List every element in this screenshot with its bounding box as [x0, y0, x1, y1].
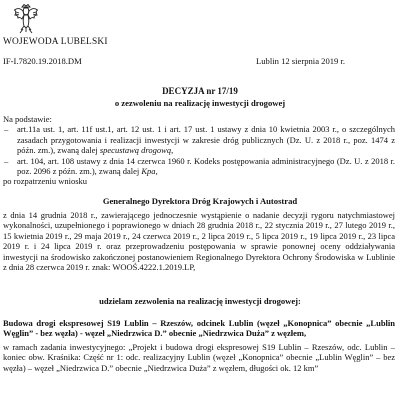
bullet-dash: –	[4, 155, 9, 166]
legal-basis	[3, 114, 395, 187]
issuing-authority: WOJEWODA LUBELSKI	[3, 37, 108, 47]
legal-basis-intro: Na podstawie:	[3, 114, 52, 124]
punctuation: ,	[155, 166, 158, 177]
short-name-kpa: Kpa	[141, 166, 156, 177]
legal-basis-item	[3, 124, 395, 155]
place-and-date: Lublin 12 sierpnia 2019 r.	[256, 56, 346, 66]
project-description: w ramach zadania inwestycyjnego: „Projekt i budowa drogi ekspresowej S19 Lublin – Rzeszów, odc. Lublin – koniec obw. Kraśnika: Część nr 1: odc. realizacyjny Lublin (węzeł „Konopnica” obecnie „Lublin Węglin” – bez węzła) – węzeł „Niedrzwica D.” obecnie „Niedrzwica Duża” z węzłem, długości ok. 12 km”	[3, 342, 395, 373]
decision-subtitle: o zezwoleniu na realizację inwestycji drogowej	[114, 98, 286, 108]
applicant-name: Generalnego Dyrektora Dróg Krajowych i Autostrad	[102, 196, 298, 206]
punctuation: ,	[171, 145, 174, 156]
polish-eagle-emblem-icon	[13, 3, 39, 35]
legal-basis-outro: po rozpatrzeniu wniosku	[3, 176, 88, 187]
reference-number: IF-I.7820.19.2018.DM	[3, 56, 82, 66]
short-name-specustawa: specustawą drogową	[99, 145, 172, 156]
project-title: Budowa drogi ekspresowej S19 Lublin – Rzeszów, odcinek Lublin (węzeł „Konopnica” obecnie „Lublin Węglin” - bez węzła) - węzeł „Niedrzwica D.” obecnie „Niedrzwica Duża” z węzłem,	[3, 318, 395, 339]
legal-basis-item-text: art. 104, art. 108 ustawy z dnia 14 czerwca 1960 r. Kodeks postępowania administracyjnego (Dz. U. z 2018 r. poz. 2096 z późn. zm.), zwaną dalej	[17, 155, 395, 177]
decision-title: DECYZJA nr 17/19	[162, 86, 238, 96]
decision-body-paragraph: z dnia 14 grudnia 2018 r., zawierającego jednoczesnie wystąpienie o nadanie decyzji rygoru natychmiastowej wykonalności, uzupełnionego i poprawionego w dniach 28 grudnia 2018 r., 22 stycznia 2019 r., 27 lutego 2019 r., 15 kwietnia 2019 r., 29 maja 2019 r., 24 czerwca 2019 r., 2 lipca 2019 r., 5 lipca 2019 r., 19 lipca 2019 r., 23 lipca 2019 r. i 24 lipca 2019 r. oraz przeprowadzeniu postępowania w sprawie ponownej oceny oddziaływania inwestycji na środowisko zakończonej postanowieniem Regionalnego Dyrektora Ochrony Środowiska w Lublinie z dnia 28 czerwca 2019 r. znak: WOOŚ.4222.1.2019.LP,	[3, 210, 395, 273]
grant-statement: udzielam zezwolenia na realizację inwestycji drogowej:	[99, 296, 301, 306]
bullet-dash: –	[4, 124, 9, 135]
legal-basis-item	[3, 156, 395, 177]
legal-basis-item-text: art.11a ust. 1, art. 11f ust.1, art. 12 ust. 1 i art. 17 ust. 1 ustawy z dnia 10 kwietnia 2003 r., o szczególnych zasadach przygotowania i realizacji inwestycji w zakresie dróg publicznych (Dz. U. z 2018 r., poz. 1474 z późn. zm.), zwaną dalej	[17, 124, 395, 156]
